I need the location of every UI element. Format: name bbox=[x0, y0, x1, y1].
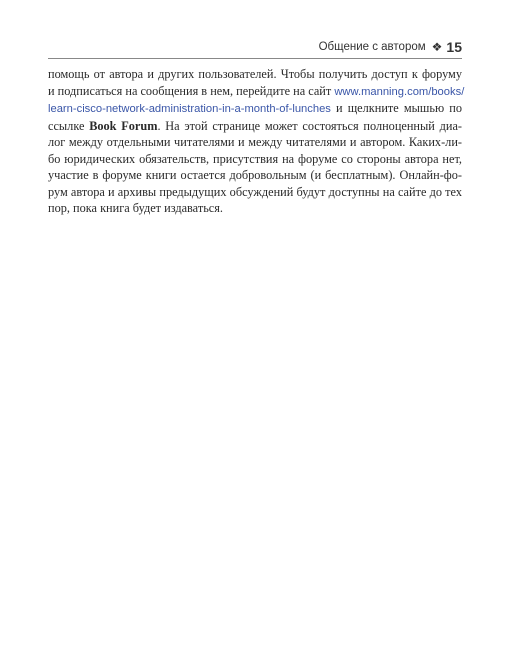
text-line bbox=[48, 134, 462, 151]
text-segment: и щелкните мышью по bbox=[330, 101, 462, 115]
text-line bbox=[48, 83, 465, 101]
forum-url-link-continued[interactable]: learn-cisco-network-administration-in-a-month-of-lunches bbox=[48, 103, 331, 115]
book-forum-term: Book Forum bbox=[89, 118, 158, 133]
text-segment: участие в форуме книги остается добровольным (и бесплатным). Онлайн-фо- bbox=[48, 168, 462, 182]
body-paragraph bbox=[48, 66, 465, 217]
text-line bbox=[48, 200, 462, 217]
forum-url-link[interactable]: www.manning.com/books/ bbox=[334, 85, 465, 98]
header-rule bbox=[48, 58, 462, 59]
text-segment: рум автора и архивы предыдущих обсуждений будут доступны на сайте до тех bbox=[48, 184, 462, 199]
text-line bbox=[48, 167, 462, 184]
page-number: 15 bbox=[446, 38, 462, 55]
section-title: Общение с автором bbox=[318, 40, 426, 53]
text-segment: . На этой странице может состояться полноценный диа- bbox=[157, 118, 462, 133]
text-segment: ссылке bbox=[48, 118, 90, 133]
text-line bbox=[48, 66, 462, 83]
text-segment: бо юридических обязательств, присутствия на форуме со стороны автора нет, bbox=[48, 151, 462, 166]
text-segment: пор, пока книга будет издаваться. bbox=[48, 201, 223, 215]
text-segment: помощь от автора и других пользователей. Чтобы получить доступ к форуму bbox=[48, 67, 462, 81]
diamond-icon: ❖ bbox=[431, 39, 443, 54]
text-segment: лог между отдельными читателями и между читателями и автором. Каких-ли- bbox=[48, 135, 462, 149]
text-line bbox=[48, 184, 462, 201]
text-line bbox=[48, 151, 462, 168]
text-line bbox=[48, 100, 462, 118]
running-header bbox=[48, 38, 462, 58]
text-line bbox=[48, 118, 462, 135]
text-segment: и подписаться на сообщения в нем, перейдите на сайт bbox=[48, 83, 335, 98]
